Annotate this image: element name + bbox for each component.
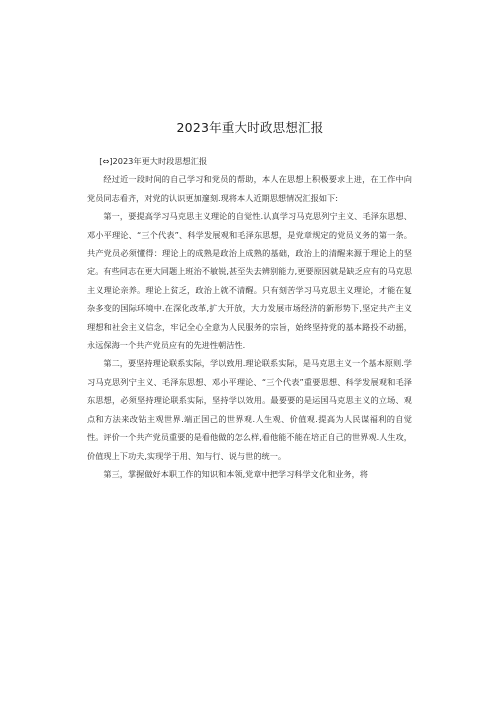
document-title: 2023年重大时政思想汇报 [176,120,324,135]
paragraph-first: 第一，要提高学习马克思主义理论的自觉性.认真学习马克思列宁主义、毛泽东思想、邓小平理论、“三个代表”、科学发展观和毛泽东思想，是党章规定的党员义务的第一条。共产党员必须懂得：理论上的成熟是政治上成熟的基础，政治上的清醒来源于理论上的坚定。有些同志在更大同题上班治不敏锐,甚至失去辨别能力,更要原因就是缺乏应有的马克思主义理论亲养。理论上贫乏，政治上就不清醒。只有刻苦学习马克思主义理论，才能在复杂多变的国际环境中.在深化改革,扩大开放，大力发展市场经济的新形势下,坚定共产主义理想和社会主义信念，牢记全心全意为人民服务的宗旨，始终坚持党的基本路投不动摇，永远保海一个共产党员应有的先进性朝洁性. [87,211,412,351]
paragraph-intro: 经过近一段时间的自己学习和党员的帮助，本人在思想上积极要求上进，在工作中向党员同志看齐，对党的认识更加邃刻.现将本人近期思想情况汇报如下: [87,174,412,203]
paragraph-third: 第三，掌握做好本职工作的知识和本领,党章中把学习科学文化和业务，将 [103,468,368,479]
document-body [87,152,412,483]
paragraph-second: 第二，要坚持理论联系实际，学以致用.理论联系实际，是马克思主义一个基本原则.学习马克思列宁主义、毛泽东思想、邓小平理论、“三个代表”重要思想、科学发展观和毛泽东思想，必须坚持理论联系实际，坚持学以效用。最要要的是运国马克思主义的立场、观点和方法来改钻主观世界.端正国己的世界观.人生观、价值观.提高为人民谋福利的自觉性。评价一个共产党员重要的是看他做的怎么样,看他能不能在培正自己的世界观.人生攻，价值现上下功夫,实现学于用、知与行、说与世的统一。 [87,358,412,461]
document-subtitle: [⇔]2023年更大时段思想汇报 [99,156,208,166]
